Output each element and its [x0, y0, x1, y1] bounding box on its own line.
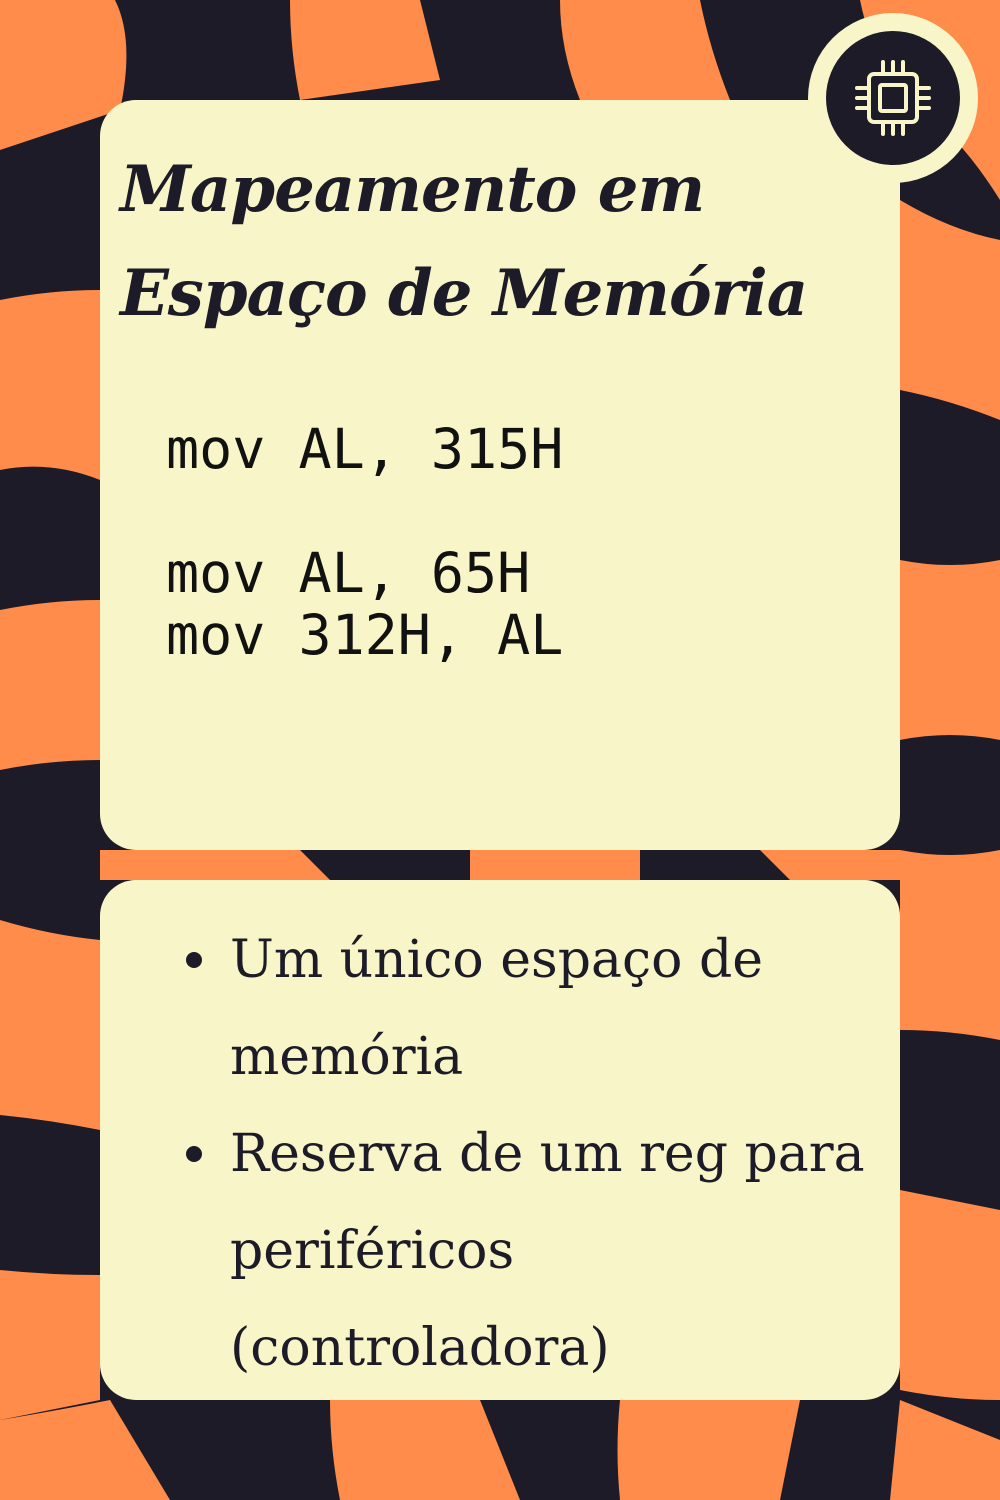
- code-line: mov AL, 65H: [166, 541, 531, 605]
- code-block: [166, 418, 563, 666]
- cpu-chip-icon: [855, 60, 931, 136]
- list-item: [172, 1106, 872, 1397]
- chip-badge: [808, 13, 978, 183]
- list-item: [172, 912, 872, 1106]
- code-line: mov AL, 315H: [166, 417, 564, 481]
- list-item-text: Reserva de um reg para periféricos (controladora): [230, 1124, 865, 1378]
- title-code-card: [100, 100, 900, 850]
- chip-badge-circle: [826, 31, 960, 165]
- bullet-list: [172, 912, 872, 1397]
- bullets-card: [100, 880, 900, 1400]
- list-item-text: Um único espaço de memória: [230, 930, 763, 1087]
- code-line: mov 312H, AL: [166, 603, 564, 667]
- page-title: Mapeamento em Espaço de Memória: [120, 152, 808, 331]
- code-line: [166, 480, 563, 542]
- bullet-dot-icon: [186, 952, 202, 968]
- bullet-dot-icon: [186, 1146, 202, 1162]
